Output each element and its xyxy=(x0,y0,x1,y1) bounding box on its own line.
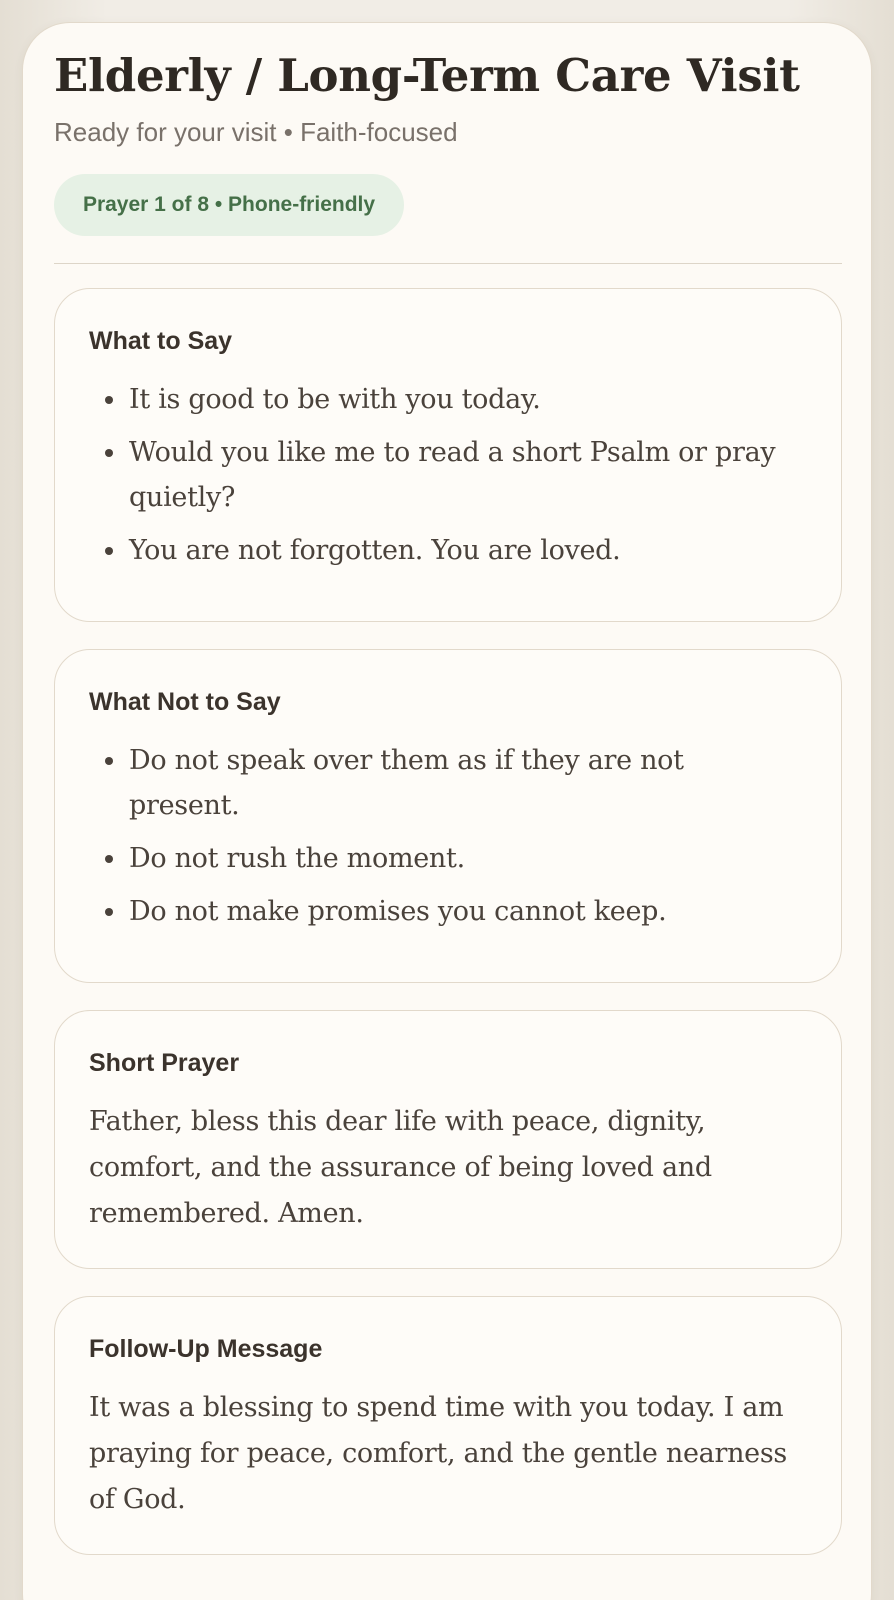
visit-guide-card xyxy=(22,22,872,1600)
page-subtitle: Ready for your visit • Faith-focused xyxy=(54,117,458,147)
follow-up-message-card xyxy=(54,1296,842,1555)
list-item-text: Do not make promises you cannot keep. xyxy=(129,896,667,927)
list-item xyxy=(89,430,789,520)
list-item xyxy=(89,528,789,573)
bullet-icon xyxy=(105,449,113,457)
what-to-say-heading: What to Say xyxy=(89,327,233,355)
bullet-icon xyxy=(105,908,113,916)
list-item-text: Do not speak over them as if they are not present. xyxy=(129,745,684,821)
bullet-icon xyxy=(105,757,113,765)
list-item xyxy=(89,377,789,422)
short-prayer-card xyxy=(54,1010,842,1269)
list-item-text: It is good to be with you today. xyxy=(129,384,541,415)
bullet-icon xyxy=(105,855,113,863)
list-item xyxy=(89,738,789,828)
short-prayer-text: Father, bless this dear life with peace, dignity, comfort, and the assurance of being loved and remembered. Amen. xyxy=(89,1106,712,1229)
bullet-icon xyxy=(105,547,113,555)
what-not-to-say-heading: What Not to Say xyxy=(89,688,281,716)
bullet-icon xyxy=(105,396,113,404)
what-not-to-say-card xyxy=(54,649,842,983)
prayer-progress-badge: Prayer 1 of 8 • Phone-friendly xyxy=(54,174,404,236)
what-to-say-card xyxy=(54,288,842,622)
follow-up-message-text: It was a blessing to spend time with you today. I am praying for peace, comfort, and the gentle nearness of God. xyxy=(89,1392,787,1515)
short-prayer-heading: Short Prayer xyxy=(89,1049,240,1077)
list-item-text: Would you like me to read a short Psalm or pray quietly? xyxy=(129,437,776,513)
list-item-text: Do not rush the moment. xyxy=(129,843,465,874)
what-not-to-say-list xyxy=(89,738,789,942)
what-to-say-list xyxy=(89,377,789,581)
list-item xyxy=(89,889,789,934)
list-item xyxy=(89,836,789,881)
follow-up-message-heading: Follow-Up Message xyxy=(89,1335,323,1363)
header-divider xyxy=(54,263,842,264)
list-item-text: You are not forgotten. You are loved. xyxy=(129,535,621,566)
page-title: Elderly / Long-Term Care Visit xyxy=(54,49,800,102)
